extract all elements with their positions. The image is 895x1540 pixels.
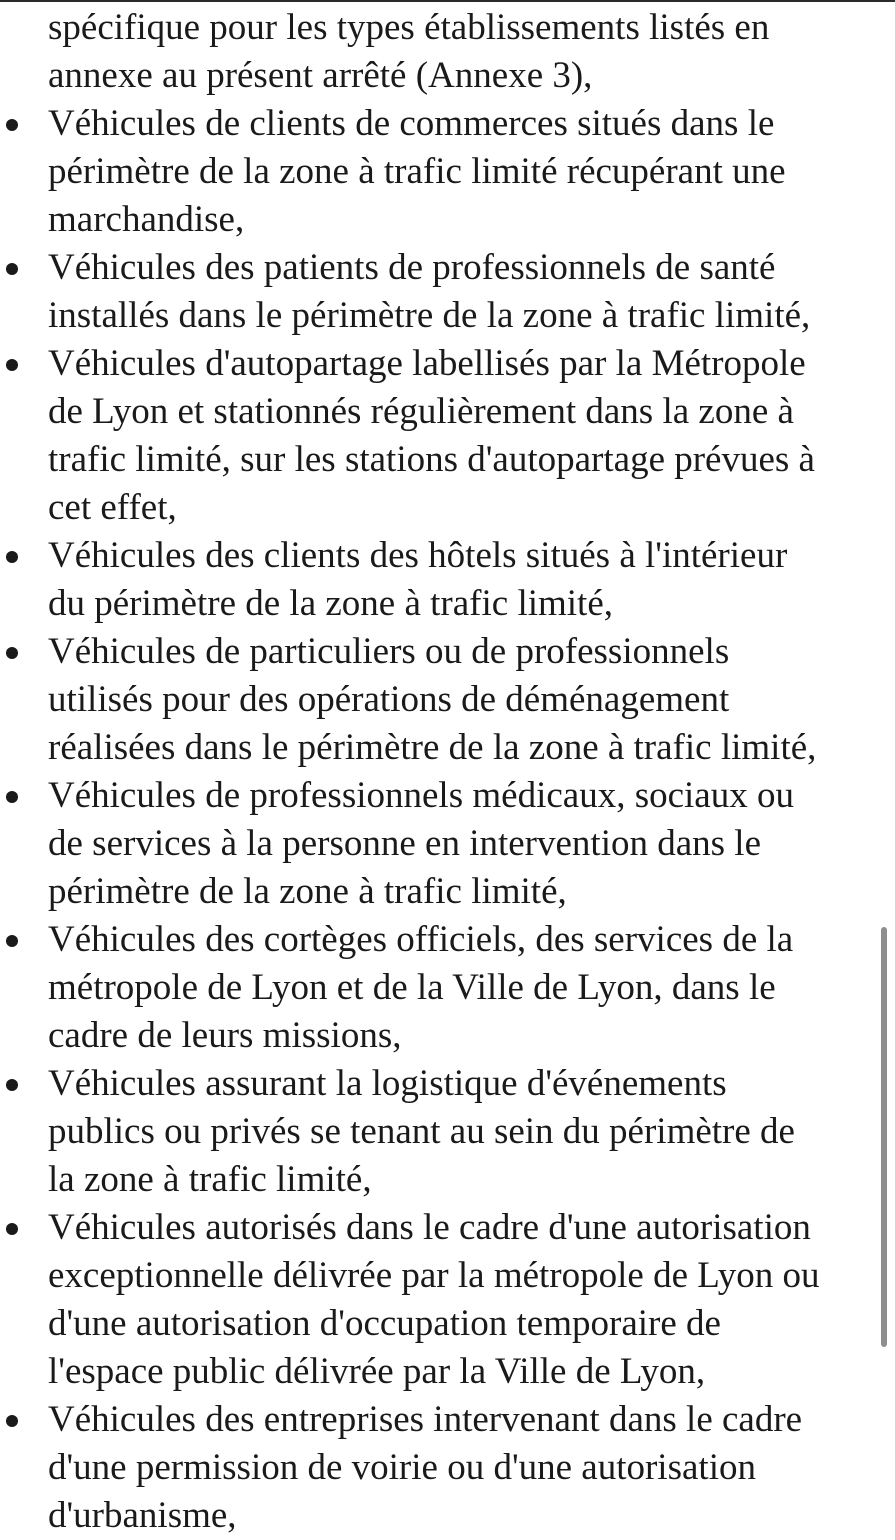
list-item-line: d'une autorisation d'occupation temporaire de <box>48 1303 721 1344</box>
list-item-line: Véhicules des clients des hôtels situés à l'intérieur <box>48 535 788 576</box>
list-item-line: métropole de Lyon et de la Ville de Lyon, dans le <box>48 967 776 1008</box>
list-item-line: de Lyon et stationnés régulièrement dans la zone à <box>48 391 794 432</box>
bullet-icon <box>6 791 18 803</box>
list-item <box>0 340 880 532</box>
list-item-line: cet effet, <box>48 487 177 528</box>
bullet-icon <box>6 551 18 563</box>
intro-paragraph-continuation <box>0 4 880 100</box>
list-item <box>0 244 880 340</box>
list-item-line: l'espace public délivrée par la Ville de Lyon, <box>48 1351 706 1392</box>
list-item-line: du périmètre de la zone à trafic limité, <box>48 583 614 624</box>
bullet-icon <box>6 359 18 371</box>
list-item <box>0 1396 880 1540</box>
intro-line: annexe au présent arrêté (Annexe 3), <box>48 55 593 96</box>
list-item-line: Véhicules des entreprises intervenant dans le cadre <box>48 1399 803 1440</box>
vehicle-exemption-list <box>0 100 880 1540</box>
list-item <box>0 916 880 1060</box>
list-item-line: cadre de leurs missions, <box>48 1015 402 1056</box>
list-item-line: Véhicules des cortèges officiels, des services de la <box>48 919 794 960</box>
bullet-icon <box>6 1223 18 1235</box>
list-item-line: périmètre de la zone à trafic limité, <box>48 871 567 912</box>
list-item-line: d'urbanisme, <box>48 1495 237 1536</box>
bullet-icon <box>6 1079 18 1091</box>
list-item-line: Véhicules autorisés dans le cadre d'une autorisation <box>48 1207 811 1248</box>
list-item <box>0 772 880 916</box>
top-divider <box>0 0 895 2</box>
list-item <box>0 628 880 772</box>
list-item-line: Véhicules assurant la logistique d'événements <box>48 1063 727 1104</box>
list-item-line: Véhicules d'autopartage labellisés par la Métropole <box>48 343 806 384</box>
list-item-line: installés dans le périmètre de la zone à trafic limité, <box>48 295 811 336</box>
list-item <box>0 532 880 628</box>
list-item-line: trafic limité, sur les stations d'autopartage prévues à <box>48 439 815 480</box>
list-item <box>0 100 880 244</box>
list-item-line: réalisées dans le périmètre de la zone à trafic limité, <box>48 727 817 768</box>
intro-line: spécifique pour les types établissements listés en <box>48 7 770 48</box>
bullet-icon <box>6 1415 18 1427</box>
list-item-line: utilisés pour des opérations de déménagement <box>48 679 730 720</box>
list-item <box>0 1060 880 1204</box>
bullet-icon <box>6 647 18 659</box>
document-body <box>0 4 880 1540</box>
bullet-icon <box>6 119 18 131</box>
bullet-icon <box>6 263 18 275</box>
vertical-scrollbar[interactable] <box>881 927 887 1347</box>
bullet-icon <box>6 935 18 947</box>
list-item-line: publics ou privés se tenant au sein du périmètre de <box>48 1111 795 1152</box>
list-item <box>0 1204 880 1396</box>
list-item-line: Véhicules de particuliers ou de professionnels <box>48 631 730 672</box>
list-item-line: exceptionnelle délivrée par la métropole de Lyon ou <box>48 1255 820 1296</box>
list-item-line: de services à la personne en intervention dans le <box>48 823 762 864</box>
list-item-line: d'une permission de voirie ou d'une autorisation <box>48 1447 756 1488</box>
list-item-line: marchandise, <box>48 199 245 240</box>
list-item-line: Véhicules des patients de professionnels de santé <box>48 247 776 288</box>
list-item-line: la zone à trafic limité, <box>48 1159 372 1200</box>
list-item-line: Véhicules de clients de commerces situés dans le <box>48 103 775 144</box>
list-item-line: Véhicules de professionnels médicaux, sociaux ou <box>48 775 794 816</box>
list-item-line: périmètre de la zone à trafic limité récupérant une <box>48 151 786 192</box>
